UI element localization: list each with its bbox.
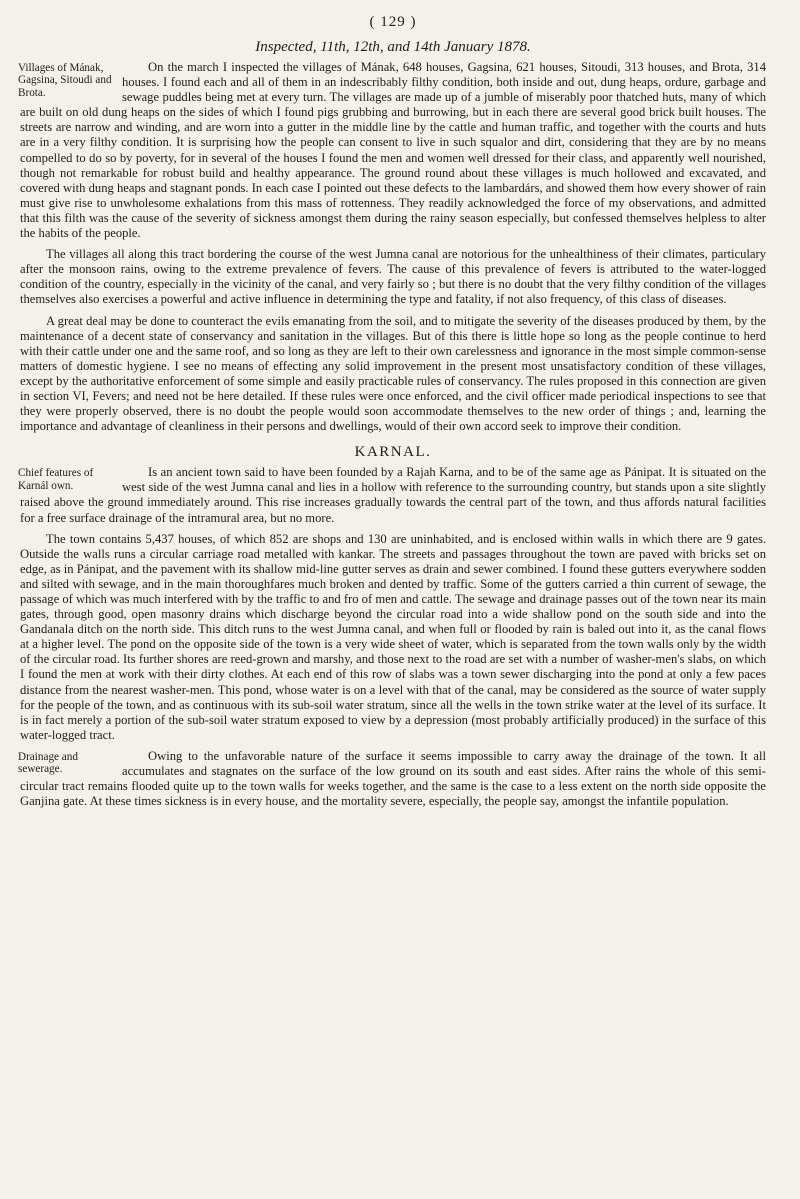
paragraph-villages-inspection bbox=[20, 60, 766, 241]
paragraph-text: On the march I inspected the villages of Mának, 648 houses, Gagsina, 621 houses, Sitoudi, 313 houses, and Brota, 314 houses. I found each and all of them in an indescribably filthy condition, both inside and out, dung heaps, ordure, garbage and sewage puddles being met at every turn. The villages are made up of a jumble of miserably poor thatched huts, many of which are built on old dung heaps on the sides of which I found pigs grubbing and burrowing, but in each there are several good brick built houses. The streets are narrow and winding, and are worn into a gutter in the middle line by the cattle and human traffic, and together with the courts and huts are in a very filthy condition. It is surprising how the people can consent to live in such squalor and dirt, considering that they are by no means compelled to do so by poverty, for in several of the houses I found the men and women well dressed for their class, and apparently well nourished, though not remarkable for robust build and healthy appearance. The ground round about these villages is much hollowed and excavated, and covered with dung heaps and stagnant ponds. In each case I pointed out these defects to the lambardárs, and showed them how every shower of rain must give rise to unwholesome exhalations from this mass of rottenness. They readily acknowledged the force of my observations, and admitted that this filth was the cause of the severity of sickness amongst them during the rainy season especially, but confessed themselves helpless to alter the habits of the people. bbox=[20, 60, 766, 241]
side-note-karnal: Chief features of Karnál own. bbox=[18, 467, 94, 492]
paragraph-text: Is an ancient town said to have been founded by a Rajah Karna, and to be of the same age as Pánipat. It is situated on the west side of the west Jumna canal and lies in a hollow with reference to the surrounding country, but stands upon a site slightly raised above the ground immediately around. This rise increases gradually towards the central part of the town, and thus affords natural facilities for a free surface drainage of the intramural area, but no more. bbox=[20, 465, 766, 525]
paragraph-text: Owing to the unfavorable nature of the surface it seems impossible to carry away the drainage of the town. It all accumulates and stagnates on the surface of the low ground on its south and east sides. After rains the whole of this semi-circular tract remains flooded quite up to the town walls for weeks together, and the same is the case to a less extent on the north side opposite the Ganjina gate. At these times sickness is in every house, and the mortality severe, especially, the people say, amongst the infantile population. bbox=[20, 748, 766, 809]
side-note-villages: Villages of Mának, Gagsina, Sitoudi and Brota. bbox=[18, 62, 112, 99]
paragraph-town-description: The town contains 5,437 houses, of which 852 are shops and 130 are uninhabited, and is enclosed within walls in which there are 9 gates. Outside the walls runs a circular carriage road metalled with kankar. The streets and passages throughout the town are paved with bricks set on edge, as in Pánipat, and the pavement with its shallow mid-line gutter serves as drain and sewer combined. I found these gutters everywhere sodden and silted with sewage, and in the main thoroughfares much broken and dented by traffic. Some of the gutters carried a thin current of sewage, the passage of which was much interfered with by the traffic to and fro of men and cattle. The sewage and drainage passes out of the town near its main gates, through good, open masonry drains which discharge beyond the circular road into a wide shallow pond on the south side and into the Gandanala ditch on the north side. This ditch runs to the west Jumna canal, and when full or flooded by rain is baled out into it, as the canal flows at a higher level. The pond on the opposite side of the town is a very wide sheet of water, which is separated from the town walls only by the width of the circular road. Its further shores are reed-grown and marshy, and those next to the road are set with a number of washer-men's slabs, on which I found the men at work with their dirty clothes. At each end of this row of slabs was a town sewer discharging into the pond at only a few paces distance from the nearest washer-men. This pond, whose water is on a level with that of the canal, may be considered as the source of water supply for the people of the town, and as continuous with its sub-soil water stratum, since all the wells in the town strike water at the level of its surface. It is in fact merely a portion of the sub-soil water stratum exposed to view by a depression (most probably artificially produced) in the surface of this water-logged tract. bbox=[20, 531, 766, 742]
inspection-date-heading: Inspected, 11th, 12th, and 14th January 1878. bbox=[255, 39, 531, 55]
page-number: ( 129 ) bbox=[369, 14, 417, 30]
section-title-karnal: KARNAL. bbox=[354, 444, 432, 461]
paragraph-karnal-origin bbox=[20, 465, 766, 525]
paragraph-conservancy: A great deal may be done to counteract the evils emanating from the soil, and to mitigate the severity of the diseases produced by them, by the maintenance of a decent state of conservancy and sanitation in the villages. But of this there is little hope so long as the people continue to herd with their cattle under one and the same roof, and so long as they are left to their own carelessness and ignorance in the most simple common-sense matters of domestic hygiene. I see no means of effecting any solid improvement in the present most unsatisfactory condition of these villages, except by the authoritative enforcement of some simple and easily practicable rules of conservancy. The rules proposed in this connection are given in section VI, Fevers; and need not be here detailed. If these rules were once enforced, and the civil officer made periodical inspections to see that they were properly observed, there is no doubt the people would soon accommodate themselves to the new order of things ; and, learning the importance and advantage of cleanliness in their persons and dwellings, would of their own accord seek to improve their condition. bbox=[20, 313, 766, 434]
side-note-drainage: Drainage and sewerage. bbox=[18, 750, 78, 776]
paragraph-jumna-fevers: The villages all along this tract bordering the course of the west Jumna canal are notorious for the unhealthiness of their climates, particulary after the monsoon rains, owing to the extreme prevalence of fevers. The cause of this prevalence of fevers is attributed to the water-logged condition of the country, especially in the vicinity of the canal, and very fairly so ; but there is no doubt that the very filthy condition of the villages themselves also exercises a powerful and active influence in determining the type and fatality, if not also frequency, of this class of diseases. bbox=[20, 247, 766, 307]
paragraph-drainage bbox=[20, 749, 766, 809]
